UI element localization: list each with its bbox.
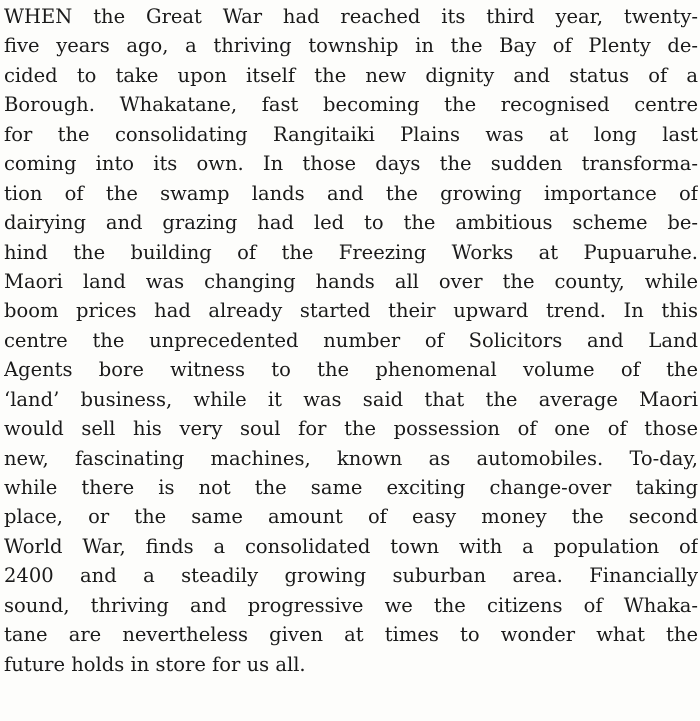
paragraph-line: Maori land was changing hands all over the county, while [4, 269, 698, 293]
paragraph-line: 2400 and a steadily growing suburban area. Financially [4, 564, 698, 588]
paragraph-line: place, or the same amount of easy money the second [4, 505, 698, 529]
paragraph-line: dairying and grazing had led to the ambitious scheme be- [4, 211, 698, 235]
paragraph-line: future holds in store for us all. [4, 652, 306, 676]
article-paragraph [4, 2, 698, 679]
paragraph-line: sound, thriving and progressive we the citizens of Whaka- [4, 593, 698, 617]
paragraph-line: WHEN the Great War had reached its third year, twenty- [4, 5, 698, 28]
paragraph-line: tion of the swamp lands and the growing importance of [4, 181, 698, 205]
paragraph-line: coming into its own. In those days the sudden transforma- [4, 152, 698, 176]
paragraph-line: new, fascinating machines, known as automobiles. To-day, [4, 446, 698, 470]
paragraph-line: centre the unprecedented number of Solicitors and Land [4, 328, 698, 352]
paragraph-line: for the consolidating Rangitaiki Plains was at long last [4, 122, 698, 146]
paragraph-line: ‘land’ business, while it was said that the average Maori [4, 387, 698, 411]
paragraph-line: tane are nevertheless given at times to wonder what the [4, 623, 698, 647]
paragraph-line: boom prices had already started their upward trend. In this [4, 299, 698, 323]
paragraph-line: World War, finds a consolidated town with a population of [4, 534, 698, 558]
paragraph-line: while there is not the same exciting change-over taking [4, 476, 698, 499]
paragraph-line: would sell his very soul for the possession of one of those [4, 417, 698, 441]
paragraph-line: hind the building of the Freezing Works at Pupuaruhe. [4, 240, 698, 264]
paragraph-line: cided to take upon itself the new dignity and status of a [4, 63, 698, 87]
paragraph-line: Agents bore witness to the phenomenal volume of the [4, 358, 698, 382]
paragraph-line: Borough. Whakatane, fast becoming the recognised centre [4, 93, 698, 117]
paragraph-line: five years ago, a thriving township in the Bay of Plenty de- [4, 34, 698, 58]
